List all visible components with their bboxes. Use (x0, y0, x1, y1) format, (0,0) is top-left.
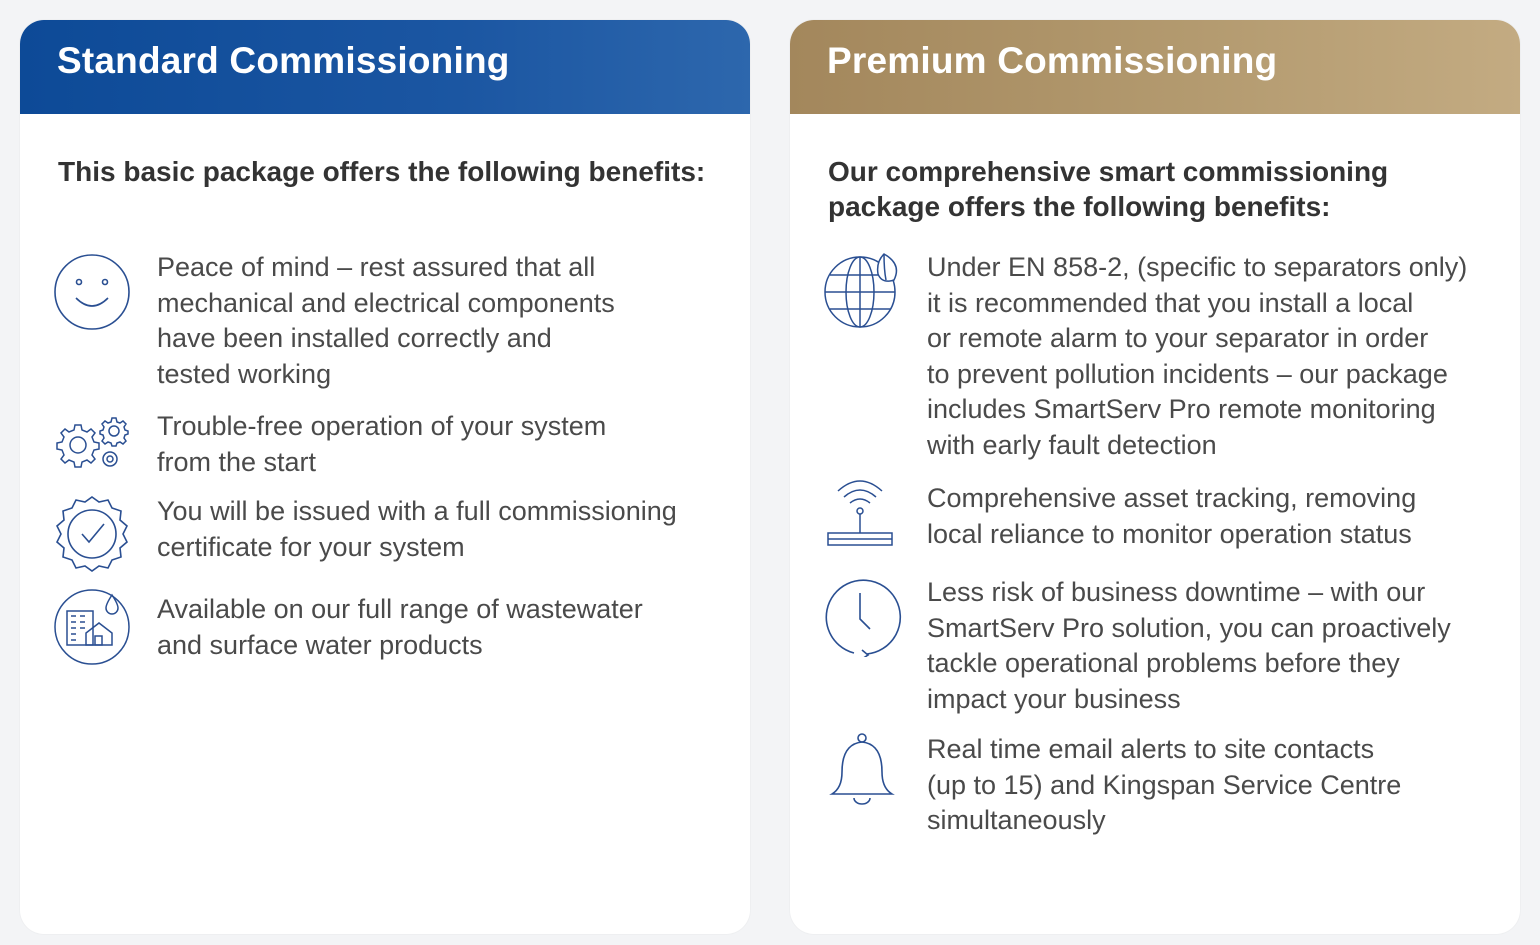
benefit-text: Less risk of business downtime – with our SmartServ Pro solution, you can proactively tackle operational problems before they impact your business (927, 577, 1451, 714)
benefit-text: Under EN 858-2, (specific to separators only) it is recommended that you install a local or remote alarm to your separator in order to prevent pollution incidents – our package includes SmartServ Pro remote monitoring with early fault detection (927, 252, 1468, 460)
premium-card-header (790, 20, 1520, 114)
benefit-text: Available on our full range of wastewater and surface water products (157, 594, 643, 660)
benefit-text: Trouble-free operation of your system from the start (157, 411, 607, 477)
smiley-icon (52, 252, 132, 332)
standard-commissioning-card (20, 20, 750, 934)
certificate-icon (52, 494, 132, 574)
benefit-text: Comprehensive asset tracking, removing local reliance to monitor operation status (927, 483, 1417, 549)
globe-leaf-icon (822, 250, 902, 330)
bell-icon (822, 730, 902, 810)
buildings-water-icon (52, 587, 132, 667)
clock-icon (822, 577, 902, 657)
standard-card-header (20, 20, 750, 114)
benefit-text: Real time email alerts to site contacts (up to 15) and Kingspan Service Centre simultaneously (927, 734, 1402, 835)
standard-card-title: Standard Commissioning (57, 40, 510, 81)
benefit-text: Peace of mind – rest assured that all mechanical and electrical components have been installed correctly and tested working (157, 252, 615, 389)
benefit-text: You will be issued with a full commissioning certificate for your system (157, 496, 677, 562)
wifi-router-icon (822, 473, 902, 553)
gears-icon (52, 409, 132, 489)
premium-card-title: Premium Commissioning (827, 40, 1278, 81)
premium-commissioning-card (790, 20, 1520, 934)
premium-intro: Our comprehensive smart commissioning package offers the following benefits: (828, 156, 1389, 222)
standard-intro: This basic package offers the following benefits: (58, 156, 706, 187)
